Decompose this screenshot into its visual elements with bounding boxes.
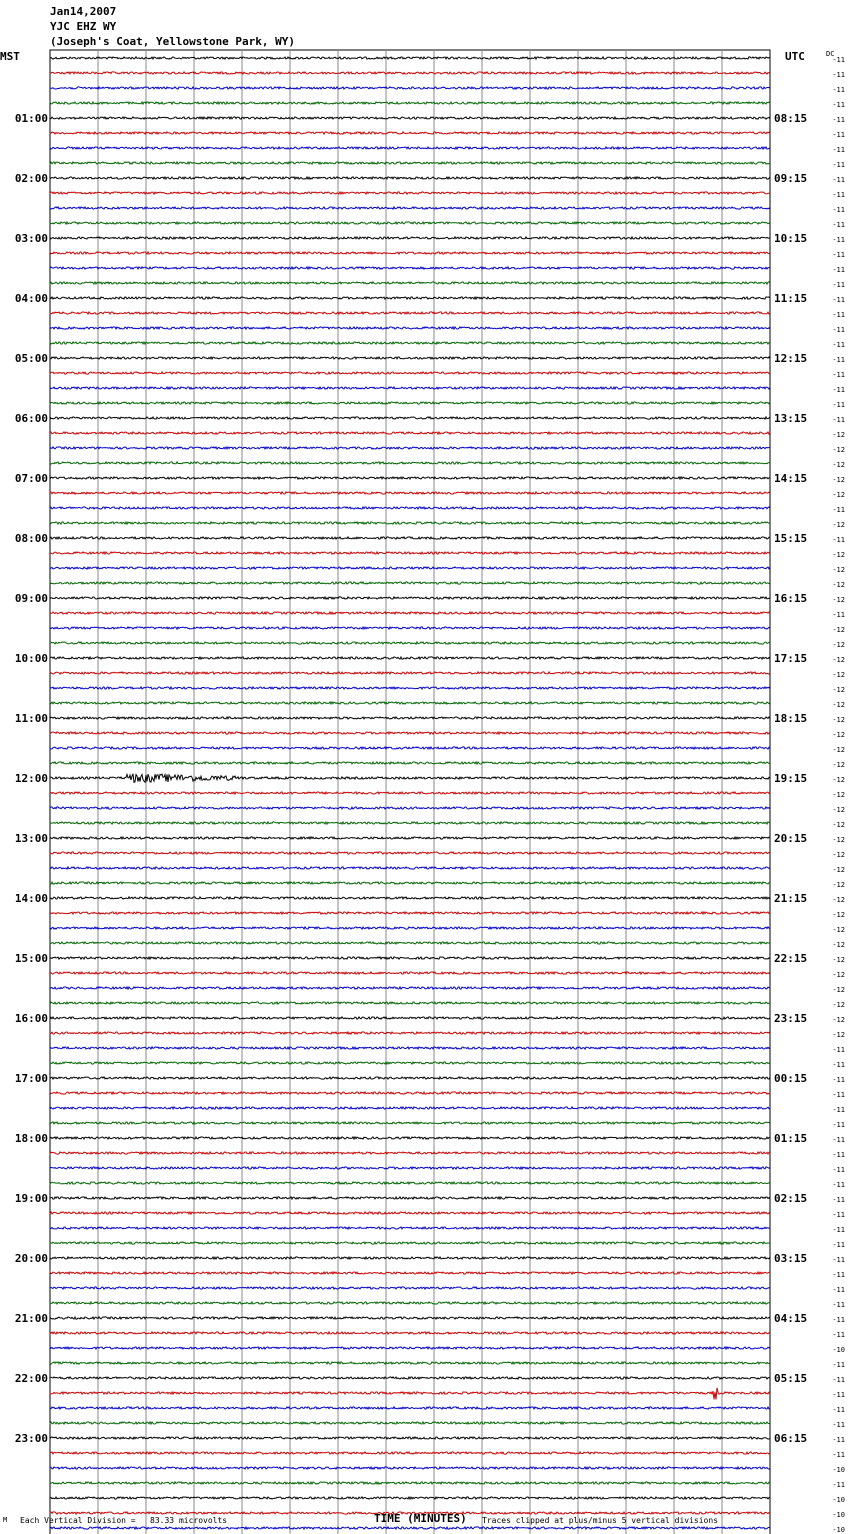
seismic-trace	[50, 1167, 770, 1169]
dc-offset-value: -12	[832, 911, 845, 919]
dc-offset-value: -11	[832, 146, 845, 154]
seismic-trace	[50, 897, 770, 899]
utc-hour-label: 05:15	[774, 1372, 808, 1385]
seismic-trace	[50, 1212, 770, 1214]
utc-hour-label: 00:15	[774, 1072, 808, 1085]
utc-hour-label: 06:15	[774, 1432, 808, 1445]
dc-offset-value: -10	[832, 1511, 845, 1519]
dc-offset-value: -12	[832, 1001, 845, 1009]
seismic-trace	[50, 1122, 770, 1124]
dc-offset-value: -11	[832, 1121, 845, 1129]
mst-hour-label: 07:00	[14, 472, 48, 485]
seismic-trace	[50, 342, 770, 344]
seismic-trace	[50, 1388, 770, 1400]
dc-offset-value: -12	[832, 761, 845, 769]
seismic-trace	[50, 207, 770, 209]
mst-hour-label: 22:00	[14, 1372, 48, 1385]
mst-hour-label: 20:00	[14, 1252, 48, 1265]
dc-offset-value: -11	[832, 506, 845, 514]
seismic-trace	[50, 57, 770, 59]
dc-offset-value: -11	[832, 251, 845, 259]
seismic-trace	[50, 192, 770, 194]
seismic-trace	[50, 942, 770, 944]
seismic-trace	[50, 567, 770, 569]
seismic-trace	[50, 1017, 770, 1019]
seismic-trace	[50, 972, 770, 974]
mst-hour-label: 13:00	[14, 832, 48, 845]
seismic-trace	[50, 1152, 770, 1154]
dc-offset-value: -12	[832, 836, 845, 844]
mst-hour-label: 09:00	[14, 592, 48, 605]
dc-offset-value: -11	[832, 1406, 845, 1414]
seismic-trace	[50, 177, 770, 179]
mst-hour-label: 18:00	[14, 1132, 48, 1145]
dc-offset-value: -12	[832, 806, 845, 814]
seismic-trace	[50, 1377, 770, 1379]
dc-offset-value: -11	[832, 536, 845, 544]
seismic-trace	[50, 357, 770, 359]
corner-mark: M	[3, 1516, 8, 1524]
dc-offset-value: -11	[832, 71, 845, 79]
dc-offset-value: -11	[832, 1151, 845, 1159]
dc-offset-value: -12	[832, 1031, 845, 1039]
dc-offset-value: -10	[832, 1496, 845, 1504]
seismic-trace	[50, 1407, 770, 1409]
dc-offset-value: -12	[832, 476, 845, 484]
seismic-trace	[50, 1287, 770, 1289]
dc-offset-value: -12	[832, 581, 845, 589]
dc-offset-value: -11	[832, 1436, 845, 1444]
dc-offset-value: -12	[832, 431, 845, 439]
x-axis-title: TIME (MINUTES)	[374, 1512, 467, 1525]
dc-label: DC	[826, 50, 835, 58]
mst-axis-label: MST	[0, 50, 20, 63]
dc-offset-value: -11	[832, 1271, 845, 1279]
utc-hour-label: 21:15	[774, 892, 808, 905]
seismic-trace	[50, 687, 770, 689]
seismic-trace	[50, 957, 770, 959]
utc-hour-label: 03:15	[774, 1252, 808, 1265]
dc-offset-value: -11	[832, 1196, 845, 1204]
seismic-trace	[50, 1467, 770, 1469]
seismic-trace	[50, 252, 770, 254]
seismic-trace	[50, 732, 770, 734]
dc-offset-value: -12	[832, 596, 845, 604]
dc-offset-value: -12	[832, 731, 845, 739]
dc-offset-value: -11	[832, 1361, 845, 1369]
seismic-trace	[50, 1347, 770, 1349]
seismic-trace	[50, 702, 770, 704]
dc-offset-value: -11	[832, 1226, 845, 1234]
seismic-trace	[50, 1497, 770, 1499]
utc-axis-label: UTC	[785, 50, 805, 63]
dc-offset-value: -11	[832, 1391, 845, 1399]
utc-hour-label: 20:15	[774, 832, 808, 845]
seismic-trace	[50, 1527, 770, 1529]
utc-hour-label: 23:15	[774, 1012, 808, 1025]
dc-offset-value: -11	[832, 1241, 845, 1249]
dc-offset-value: -12	[832, 746, 845, 754]
seismic-trace	[50, 1422, 770, 1424]
dc-offset-value: -12	[832, 671, 845, 679]
seismic-trace	[50, 1482, 770, 1484]
dc-offset-value: -11	[832, 1451, 845, 1459]
seismic-trace	[50, 627, 770, 629]
dc-offset-value: -12	[832, 716, 845, 724]
dc-offset-value: -12	[832, 656, 845, 664]
mst-hour-label: 11:00	[14, 712, 48, 725]
seismic-trace	[50, 1197, 770, 1199]
seismic-trace	[50, 762, 770, 764]
seismic-trace	[50, 1332, 770, 1334]
seismic-trace	[50, 72, 770, 74]
dc-offset-value: -11	[832, 326, 845, 334]
clip-note: Traces clipped at plus/minus 5 vertical divisions	[482, 1516, 719, 1525]
dc-offset-value: -11	[832, 356, 845, 364]
seismic-trace	[50, 774, 770, 783]
seismic-trace	[50, 657, 770, 659]
dc-offset-value: -11	[832, 611, 845, 619]
seismic-trace	[50, 267, 770, 269]
utc-hour-label: 15:15	[774, 532, 808, 545]
utc-hour-label: 02:15	[774, 1192, 808, 1205]
dc-offset-value: -12	[832, 641, 845, 649]
seismic-trace	[50, 462, 770, 464]
dc-offset-value: -11	[832, 116, 845, 124]
dc-offset-value: -11	[832, 1481, 845, 1489]
seismic-trace	[50, 612, 770, 614]
utc-hour-label: 04:15	[774, 1312, 808, 1325]
seismic-trace	[50, 672, 770, 674]
seismic-trace	[50, 987, 770, 989]
utc-hour-label: 08:15	[774, 112, 808, 125]
dc-offset-value: -11	[832, 161, 845, 169]
seismic-trace	[50, 1062, 770, 1064]
seismic-trace	[50, 1242, 770, 1244]
dc-offset-value: -11	[832, 86, 845, 94]
seismic-trace	[50, 1077, 770, 1079]
mst-hour-label: 19:00	[14, 1192, 48, 1205]
seismic-trace	[50, 852, 770, 854]
seismic-trace	[50, 417, 770, 419]
dc-offset-value: -12	[832, 551, 845, 559]
dc-offset-value: -10	[832, 1346, 845, 1354]
dc-offset-value: -12	[832, 701, 845, 709]
seismic-trace	[50, 282, 770, 284]
dc-offset-value: -12	[832, 986, 845, 994]
dc-offset-value: -11	[832, 176, 845, 184]
dc-offset-value: -12	[832, 956, 845, 964]
station-code: YJC EHZ WY	[50, 20, 117, 33]
seismic-trace	[50, 747, 770, 749]
dc-offset-value: -11	[832, 1076, 845, 1084]
dc-offset-value: -11	[832, 206, 845, 214]
dc-offset-value: -12	[832, 971, 845, 979]
utc-hour-label: 09:15	[774, 172, 808, 185]
mst-hour-label: 03:00	[14, 232, 48, 245]
utc-hour-label: 01:15	[774, 1132, 808, 1145]
seismic-trace	[50, 582, 770, 584]
seismic-trace	[50, 402, 770, 404]
mst-hour-label: 02:00	[14, 172, 48, 185]
dc-offset-value: -11	[832, 266, 845, 274]
station-location: (Joseph's Coat, Yellowstone Park, WY)	[50, 35, 296, 48]
dc-offset-value: -12	[832, 821, 845, 829]
seismic-trace	[50, 87, 770, 89]
seismic-trace	[50, 432, 770, 434]
dc-offset-value: -11	[832, 191, 845, 199]
dc-offset-value: -10	[832, 1526, 845, 1534]
mst-hour-label: 01:00	[14, 112, 48, 125]
dc-offset-value: -11	[832, 221, 845, 229]
utc-hour-label: 22:15	[774, 952, 808, 965]
mst-hour-label: 12:00	[14, 772, 48, 785]
dc-offset-value: -11	[832, 341, 845, 349]
dc-offset-value: -11	[832, 281, 845, 289]
dc-offset-value: -12	[832, 1016, 845, 1024]
dc-offset-value: -11	[832, 1181, 845, 1189]
seismic-trace	[50, 927, 770, 929]
seismic-trace	[50, 837, 770, 839]
seismic-trace	[50, 1107, 770, 1109]
dc-offset-value: -10	[832, 1466, 845, 1474]
plot-date: Jan14,2007	[50, 5, 117, 18]
vertical-division-note: Each Vertical Division = 83.33 microvolts	[20, 1516, 228, 1525]
dc-offset-value: -11	[832, 1421, 845, 1429]
dc-offset-value: -11	[832, 1136, 845, 1144]
dc-offset-value: -11	[832, 371, 845, 379]
seismic-trace	[50, 492, 770, 494]
dc-offset-value: -11	[832, 1061, 845, 1069]
dc-offset-value: -11	[832, 236, 845, 244]
seismic-trace	[50, 1092, 770, 1094]
seismic-trace	[50, 1002, 770, 1004]
seismic-trace	[50, 1437, 770, 1439]
dc-offset-value: -11	[832, 131, 845, 139]
dc-offset-value: -12	[832, 566, 845, 574]
mst-hour-label: 14:00	[14, 892, 48, 905]
dc-offset-value: -11	[832, 1256, 845, 1264]
dc-offset-value: -11	[832, 1316, 845, 1324]
mst-hour-label: 05:00	[14, 352, 48, 365]
mst-hour-label: 17:00	[14, 1072, 48, 1085]
seismic-trace	[50, 882, 770, 884]
seismic-trace	[50, 132, 770, 134]
seismic-trace	[50, 1257, 770, 1259]
seismic-trace	[50, 297, 770, 299]
seismic-trace	[50, 642, 770, 644]
seismic-trace	[50, 1047, 770, 1049]
seismic-trace	[50, 162, 770, 164]
utc-hour-label: 16:15	[774, 592, 808, 605]
utc-hour-label: 17:15	[774, 652, 808, 665]
seismic-trace	[50, 387, 770, 389]
dc-offset-value: -12	[832, 626, 845, 634]
seismic-trace	[50, 1032, 770, 1034]
mst-hour-label: 23:00	[14, 1432, 48, 1445]
dc-offset-value: -11	[832, 1301, 845, 1309]
dc-offset-value: -12	[832, 521, 845, 529]
mst-hour-label: 08:00	[14, 532, 48, 545]
dc-offset-value: -11	[832, 1106, 845, 1114]
dc-offset-value: -12	[832, 461, 845, 469]
dc-offset-value: -11	[832, 1331, 845, 1339]
dc-offset-value: -11	[832, 401, 845, 409]
seismic-trace	[50, 327, 770, 329]
utc-hour-label: 10:15	[774, 232, 808, 245]
seismic-trace	[50, 372, 770, 374]
seismic-trace	[50, 1182, 770, 1184]
dc-offset-value: -12	[832, 446, 845, 454]
dc-offset-value: -12	[832, 491, 845, 499]
mst-hour-label: 04:00	[14, 292, 48, 305]
seismic-trace	[50, 912, 770, 914]
dc-offset-value: -11	[832, 386, 845, 394]
dc-offset-value: -12	[832, 686, 845, 694]
dc-offset-value: -11	[832, 296, 845, 304]
dc-offset-value: -11	[832, 1091, 845, 1099]
seismic-trace	[50, 1452, 770, 1454]
utc-hour-label: 19:15	[774, 772, 808, 785]
seismic-trace	[50, 717, 770, 719]
seismic-trace	[50, 867, 770, 869]
dc-offset-value: -12	[832, 866, 845, 874]
seismic-trace	[50, 792, 770, 794]
mst-hour-label: 06:00	[14, 412, 48, 425]
seismic-trace	[50, 1362, 770, 1364]
dc-offset-value: -12	[832, 776, 845, 784]
seismic-trace	[50, 222, 770, 224]
seismic-trace	[50, 102, 770, 104]
dc-offset-value: -12	[832, 791, 845, 799]
dc-offset-value: -11	[832, 101, 845, 109]
seismic-trace	[50, 552, 770, 554]
seismic-trace	[50, 822, 770, 824]
mst-hour-label: 10:00	[14, 652, 48, 665]
dc-offset-value: -11	[832, 1166, 845, 1174]
seismic-trace	[50, 1137, 770, 1139]
dc-offset-value: -11	[832, 311, 845, 319]
seismic-trace	[50, 1272, 770, 1274]
seismic-trace	[50, 447, 770, 449]
seismic-trace	[50, 312, 770, 314]
dc-offset-value: -11	[832, 1046, 845, 1054]
seismic-trace	[50, 597, 770, 599]
seismic-trace	[50, 117, 770, 119]
dc-offset-value: -12	[832, 926, 845, 934]
utc-hour-label: 14:15	[774, 472, 808, 485]
dc-offset-value: -11	[832, 1286, 845, 1294]
mst-hour-label: 21:00	[14, 1312, 48, 1325]
plot-frame	[50, 50, 770, 1534]
utc-hour-label: 18:15	[774, 712, 808, 725]
seismic-trace	[50, 807, 770, 809]
seismic-trace	[50, 477, 770, 479]
seismic-trace	[50, 1302, 770, 1304]
seismic-trace	[50, 522, 770, 524]
dc-offset-value: -11	[832, 416, 845, 424]
seismic-trace	[50, 537, 770, 539]
utc-hour-label: 12:15	[774, 352, 808, 365]
dc-offset-value: -12	[832, 881, 845, 889]
seismic-trace	[50, 1227, 770, 1229]
seismic-trace	[50, 1317, 770, 1319]
utc-hour-label: 11:15	[774, 292, 808, 305]
utc-hour-label: 13:15	[774, 412, 808, 425]
seismic-trace	[50, 237, 770, 239]
mst-hour-label: 16:00	[14, 1012, 48, 1025]
seismic-trace	[50, 507, 770, 509]
dc-offset-value: -11	[832, 1211, 845, 1219]
dc-offset-value: -11	[832, 1376, 845, 1384]
dc-offset-value: -11	[832, 56, 845, 64]
dc-offset-value: -12	[832, 941, 845, 949]
seismic-trace	[50, 147, 770, 149]
dc-offset-value: -12	[832, 896, 845, 904]
mst-hour-label: 15:00	[14, 952, 48, 965]
dc-offset-value: -12	[832, 851, 845, 859]
